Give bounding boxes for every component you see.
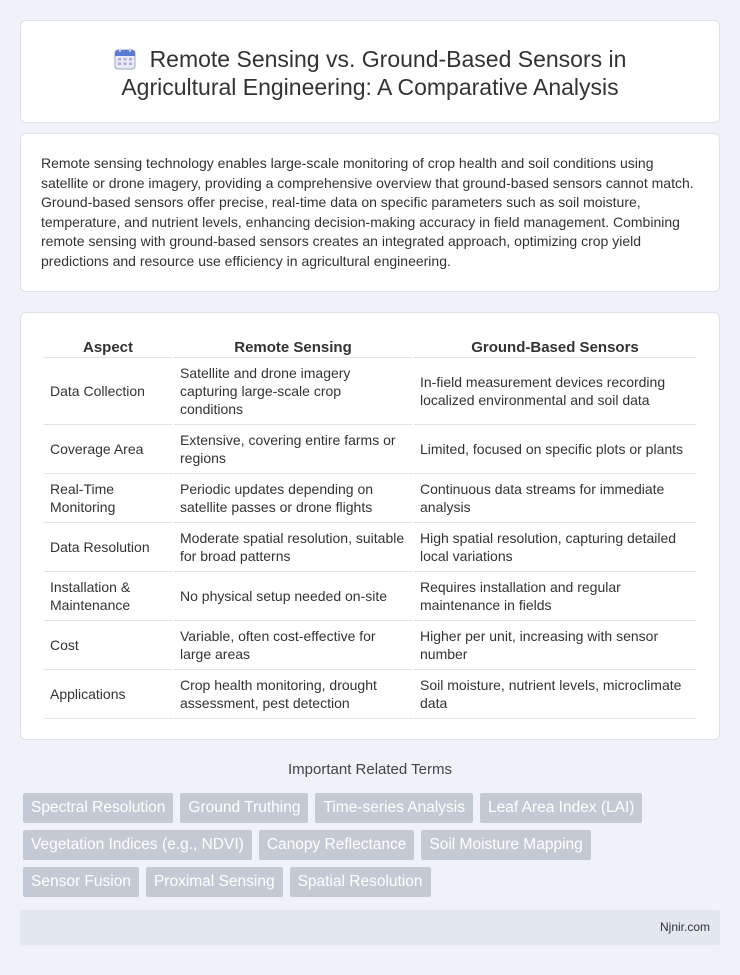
- remote-cell: Crop health monitoring, drought assessment, pest detection: [174, 670, 412, 719]
- table-row: [44, 358, 696, 425]
- aspect-cell: Data Resolution: [44, 523, 172, 572]
- related-terms-list: [23, 793, 713, 904]
- table-header-row: [44, 333, 696, 358]
- page-title: [21, 45, 719, 101]
- aspect-cell: Real-Time Monitoring: [44, 474, 172, 523]
- term-tag[interactable]: Leaf Area Index (LAI): [480, 793, 642, 823]
- term-tag[interactable]: Ground Truthing: [180, 793, 308, 823]
- term-tag[interactable]: Soil Moisture Mapping: [421, 830, 590, 860]
- aspect-cell: Coverage Area: [44, 425, 172, 474]
- aspect-cell: Applications: [44, 670, 172, 719]
- ground-cell: High spatial resolution, capturing detailed local variations: [414, 523, 696, 572]
- table-row: [44, 621, 696, 670]
- ground-cell: Higher per unit, increasing with sensor number: [414, 621, 696, 670]
- term-tag[interactable]: Sensor Fusion: [23, 867, 139, 897]
- ground-cell: Limited, focused on specific plots or plants: [414, 425, 696, 474]
- ground-cell: Requires installation and regular maintenance in fields: [414, 572, 696, 621]
- aspect-cell: Installation & Maintenance: [44, 572, 172, 621]
- ground-cell: Soil moisture, nutrient levels, microclimate data: [414, 670, 696, 719]
- header-remote-sensing: Remote Sensing: [174, 333, 412, 358]
- remote-cell: Periodic updates depending on satellite passes or drone flights: [174, 474, 412, 523]
- term-tag[interactable]: Time-series Analysis: [315, 793, 473, 823]
- term-tag[interactable]: Proximal Sensing: [146, 867, 283, 897]
- comparison-card: [20, 312, 720, 740]
- intro-paragraph: Remote sensing technology enables large-scale monitoring of crop health and soil conditions using satellite or drone imagery, providing a comprehensive overview that ground-based sensors cannot match. Ground-based sensors offer precise, real-time data on specific parameters such as soil moisture, temperature, and nutrient levels, enhancing decision-making accuracy in field management. Combining remote sensing with ground-based sensors creates an integrated approach, optimizing crop yield predictions and resource use efficiency in agricultural engineering.: [41, 155, 694, 269]
- aspect-cell: Cost: [44, 621, 172, 670]
- related-terms-title: Important Related Terms: [288, 761, 452, 778]
- calendar-icon: [114, 48, 136, 70]
- aspect-cell: Data Collection: [44, 358, 172, 425]
- remote-cell: Satellite and drone imagery capturing large-scale crop conditions: [174, 358, 412, 425]
- table-row: [44, 572, 696, 621]
- remote-cell: Extensive, covering entire farms or regions: [174, 425, 412, 474]
- table-row: [44, 523, 696, 572]
- comparison-table: [42, 333, 698, 719]
- table-row: [44, 670, 696, 719]
- title-card: [20, 20, 720, 123]
- table-row: [44, 425, 696, 474]
- table-row: [44, 474, 696, 523]
- footer: [20, 910, 720, 945]
- title-line-1: Remote Sensing vs. Ground-Based Sensors in: [149, 46, 627, 72]
- ground-cell: Continuous data streams for immediate analysis: [414, 474, 696, 523]
- intro-card: [20, 133, 720, 292]
- header-ground-based: Ground-Based Sensors: [414, 333, 696, 358]
- term-tag[interactable]: Spatial Resolution: [290, 867, 431, 897]
- remote-cell: Variable, often cost-effective for large areas: [174, 621, 412, 670]
- term-tag[interactable]: Vegetation Indices (e.g., NDVI): [23, 830, 252, 860]
- remote-cell: No physical setup needed on-site: [174, 572, 412, 621]
- header-aspect: Aspect: [44, 333, 172, 358]
- title-line-2: Agricultural Engineering: A Comparative Analysis: [121, 74, 619, 100]
- remote-cell: Moderate spatial resolution, suitable for broad patterns: [174, 523, 412, 572]
- term-tag[interactable]: Canopy Reflectance: [259, 830, 415, 860]
- term-tag[interactable]: Spectral Resolution: [23, 793, 173, 823]
- footer-site-link[interactable]: Njnir.com: [659, 920, 710, 934]
- ground-cell: In-field measurement devices recording localized environmental and soil data: [414, 358, 696, 425]
